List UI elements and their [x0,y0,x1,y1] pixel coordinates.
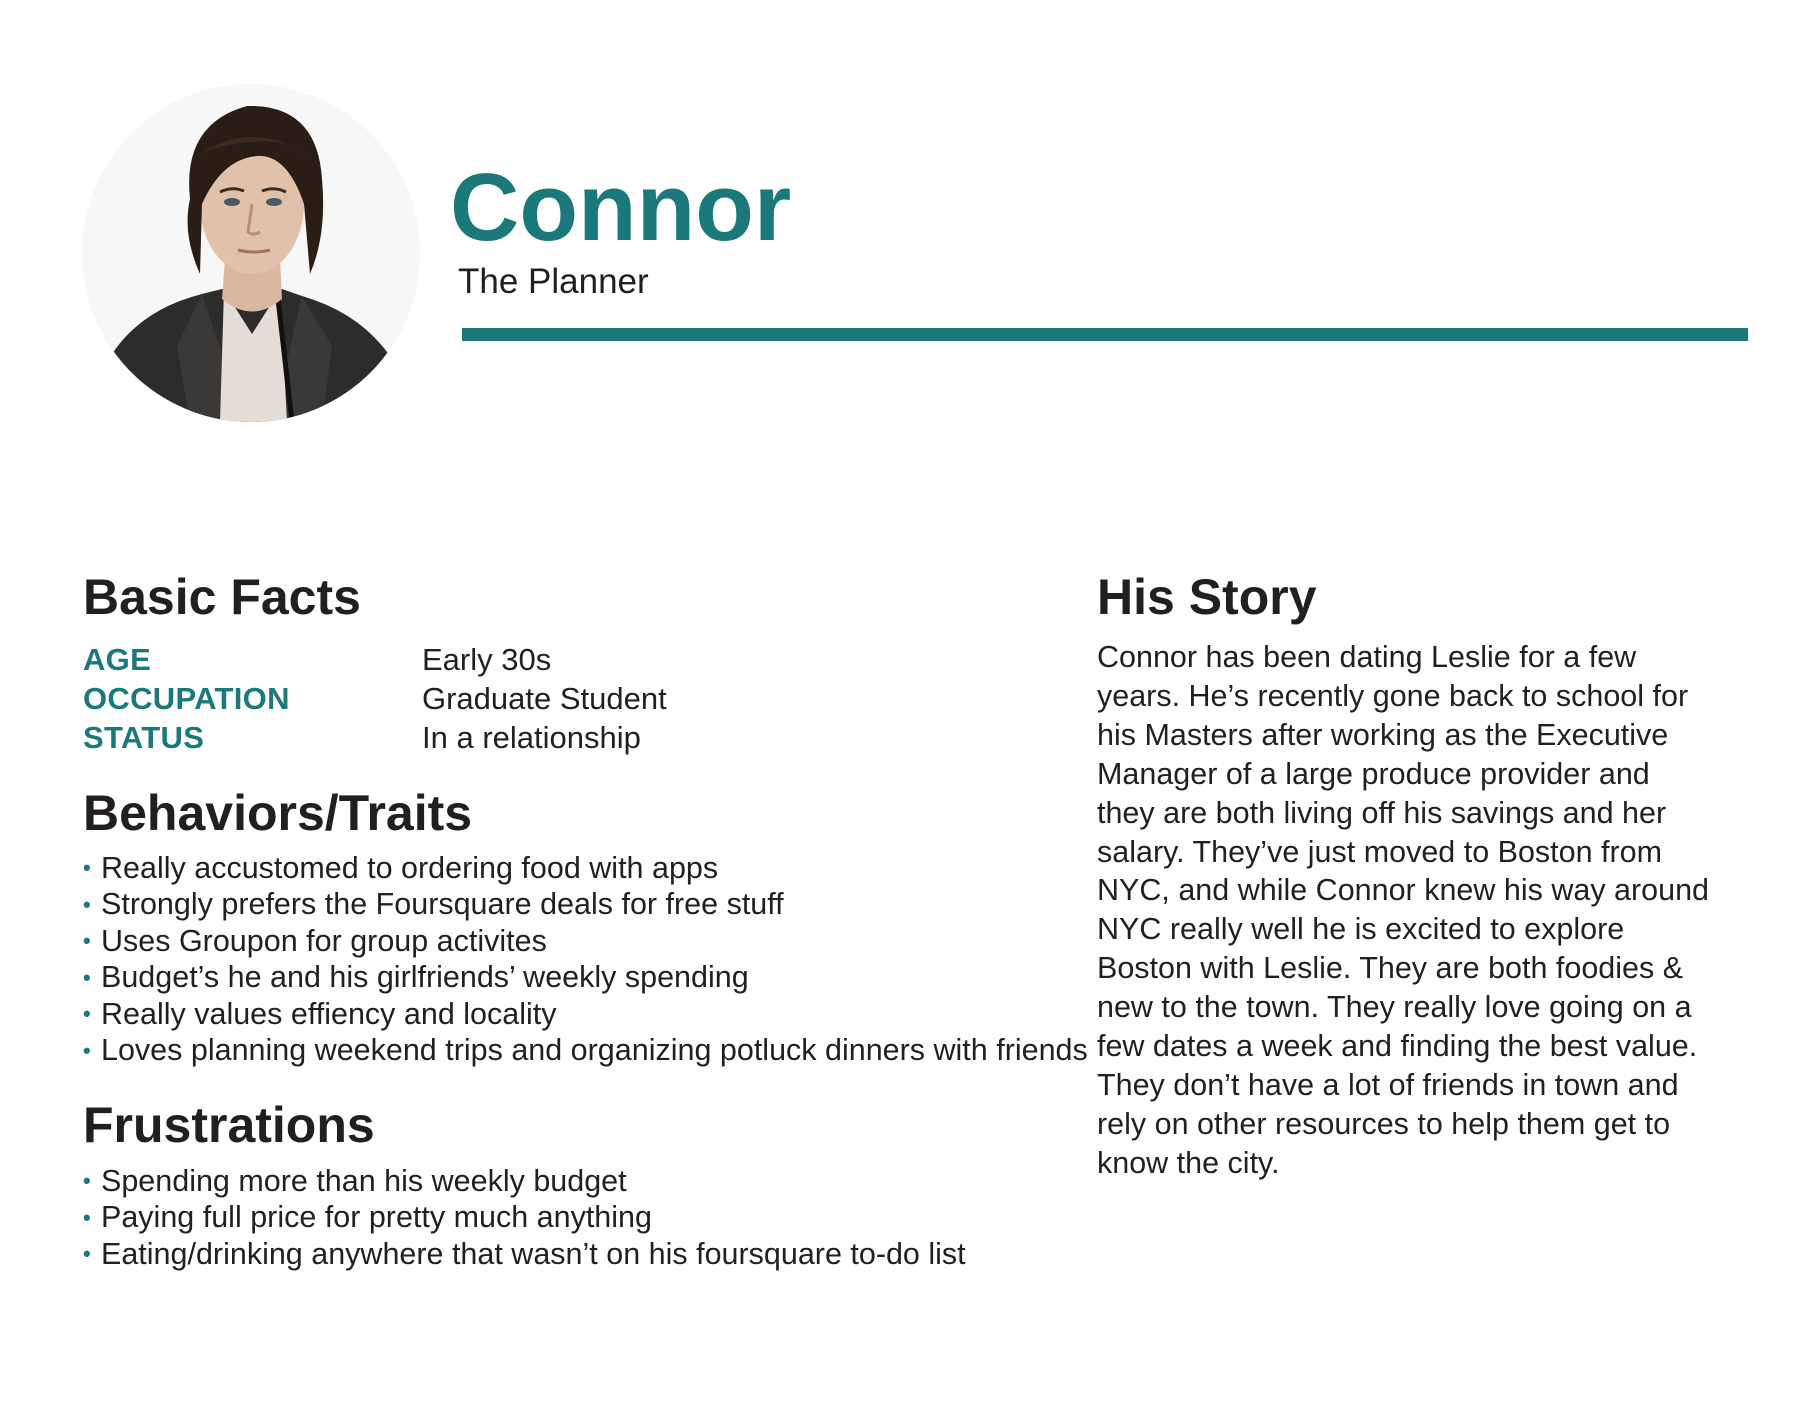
bullet-icon: • [83,855,91,881]
fact-row-age [83,640,783,679]
story-paragraph [1097,638,1777,1183]
bullet-icon: • [83,1241,91,1267]
bullet-icon: • [83,1168,91,1194]
list-item [83,1163,966,1200]
story-line: salary. They’ve just moved to Boston from [1097,834,1663,869]
person-photo-icon [82,84,420,422]
list-item [83,960,1088,997]
story-line: they are both living off his savings and her [1097,795,1667,830]
story-line: few dates a week and finding the best value. [1097,1029,1698,1064]
story-line: NYC really well he is excited to explore [1097,912,1625,947]
fact-label: OCCUPATION [83,680,290,716]
fact-label: AGE [83,641,152,677]
list-item-text: Eating/drinking anywhere that wasn’t on his foursquare to-do list [101,1236,966,1271]
story-line: Manager of a large produce provider and [1097,756,1650,791]
basic-facts-table [83,640,783,757]
fact-row-status [83,718,783,757]
list-item [83,887,1088,924]
story-line: Boston with Leslie. They are both foodies & [1097,951,1684,986]
header-divider [462,328,1748,341]
story-line: years. He’s recently gone back to school for [1097,678,1689,713]
bullet-icon: • [83,1001,91,1027]
fact-value: Graduate Student [422,680,667,716]
list-item [83,923,1088,960]
fact-row-occupation [83,679,783,718]
behaviors-heading: Behaviors/Traits [83,785,473,841]
bullet-icon: • [83,964,91,990]
fact-value: In a relationship [422,719,641,755]
list-item [83,1200,966,1237]
list-item [83,1033,1088,1070]
fact-value: Early 30s [422,641,552,677]
persona-tagline: The Planner [458,262,649,301]
behaviors-list [83,850,1088,1069]
list-item-text: Loves planning weekend trips and organizing potluck dinners with friends [101,1033,1088,1068]
list-item-text: Paying full price for pretty much anything [101,1200,652,1235]
list-item-text: Really values effiency and locality [101,996,557,1031]
frustrations-list [83,1163,966,1273]
story-line: his Masters after working as the Executive [1097,717,1669,752]
story-line: Connor has been dating Leslie for a few [1097,640,1637,674]
frustrations-heading: Frustrations [83,1097,375,1153]
story-heading: His Story [1097,569,1317,625]
story-line: know the city. [1097,1145,1280,1180]
bullet-icon: • [83,1204,91,1230]
list-item-text: Really accustomed to ordering food with apps [101,850,719,885]
fact-label: STATUS [83,719,205,755]
list-item [83,1236,966,1273]
list-item-text: Strongly prefers the Foursquare deals for free stuff [101,887,784,922]
basic-facts-heading: Basic Facts [83,569,361,625]
story-line: NYC, and while Connor knew his way around [1097,873,1710,908]
list-item-text: Budget’s he and his girlfriends’ weekly spending [101,960,749,995]
story-line: They don’t have a lot of friends in town and [1097,1067,1679,1102]
persona-photo [82,84,420,422]
story-line: rely on other resources to help them get to [1097,1106,1671,1141]
bullet-icon: • [83,891,91,917]
persona-name: Connor [450,154,792,261]
bullet-icon: • [83,1037,91,1063]
list-item-text: Spending more than his weekly budget [101,1163,627,1198]
list-item [83,996,1088,1033]
bullet-icon: • [83,928,91,954]
list-item [83,850,1088,887]
story-line: new to the town. They really love going on a [1097,990,1692,1025]
list-item-text: Uses Groupon for group activites [101,923,547,958]
